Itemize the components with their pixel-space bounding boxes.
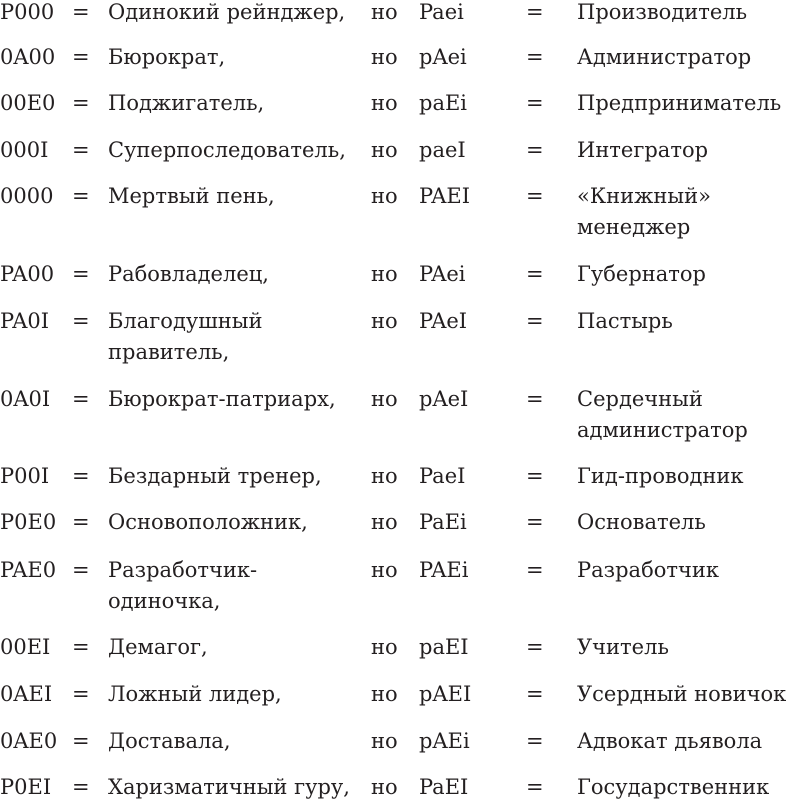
equals-sign: = bbox=[72, 775, 90, 799]
good-style-name: Адвокат дьявола bbox=[577, 729, 763, 753]
conjunction: но bbox=[371, 464, 398, 488]
good-style-name: «Книжный» менеджер bbox=[577, 184, 711, 239]
good-style-name: Сердечный администратор bbox=[577, 387, 748, 442]
equals-sign: = bbox=[526, 635, 544, 659]
good-style-code: PAEI bbox=[419, 184, 470, 208]
equals-sign: = bbox=[72, 635, 90, 659]
good-style-name: Разработчик bbox=[577, 558, 719, 582]
bad-style-name: Разработчик-одиночка, bbox=[108, 558, 258, 613]
bad-style-code: 000I bbox=[0, 138, 49, 162]
good-style-name: Учитель bbox=[577, 635, 669, 659]
good-style-code: pAeI bbox=[419, 387, 469, 411]
good-style-name: Государственник bbox=[577, 775, 770, 799]
good-style-code: pAei bbox=[419, 45, 467, 69]
good-style-name: Интегратор bbox=[577, 138, 709, 162]
bad-style-name: Суперпоследователь, bbox=[108, 138, 346, 162]
equals-sign: = bbox=[526, 558, 544, 582]
good-style-code: pAEI bbox=[419, 682, 472, 706]
bad-style-name: Основоположник, bbox=[108, 510, 308, 534]
bad-style-code: P00I bbox=[0, 464, 50, 488]
equals-sign: = bbox=[526, 387, 544, 411]
conjunction: но bbox=[371, 0, 398, 24]
bad-style-code: P000 bbox=[0, 0, 55, 24]
good-style-code: PAei bbox=[419, 262, 466, 286]
equals-sign: = bbox=[72, 387, 90, 411]
good-style-name: Предприниматель bbox=[577, 91, 782, 115]
good-style-code: paEi bbox=[419, 91, 468, 115]
bad-style-name: Доставала, bbox=[108, 729, 231, 753]
bad-style-code: PAE0 bbox=[0, 558, 57, 582]
equals-sign: = bbox=[72, 0, 90, 24]
conjunction: но bbox=[371, 309, 398, 333]
good-style-code: pAEi bbox=[419, 729, 470, 753]
bad-style-name: Демагог, bbox=[108, 635, 208, 659]
conjunction: но bbox=[371, 729, 398, 753]
bad-style-code: 0A0I bbox=[0, 387, 51, 411]
equals-sign: = bbox=[72, 558, 90, 582]
good-style-code: PaeI bbox=[419, 464, 466, 488]
bad-style-name: Рабовладелец, bbox=[108, 262, 269, 286]
bad-style-code: 00EI bbox=[0, 635, 51, 659]
equals-sign: = bbox=[526, 309, 544, 333]
bad-style-name: Харизматичный гуру, bbox=[108, 775, 350, 799]
good-style-code: PaEI bbox=[419, 775, 469, 799]
good-style-code: paeI bbox=[419, 138, 466, 162]
equals-sign: = bbox=[526, 775, 544, 799]
good-style-name: Усердный новичок bbox=[577, 682, 787, 706]
equals-sign: = bbox=[526, 91, 544, 115]
equals-sign: = bbox=[72, 91, 90, 115]
equals-sign: = bbox=[72, 138, 90, 162]
equals-sign: = bbox=[526, 729, 544, 753]
good-style-name: Губернатор bbox=[577, 262, 706, 286]
equals-sign: = bbox=[526, 682, 544, 706]
bad-style-name: Бюрократ-патриарх, bbox=[108, 387, 336, 411]
equals-sign: = bbox=[526, 0, 544, 24]
good-style-name: Производитель bbox=[577, 0, 748, 24]
bad-style-code: P0E0 bbox=[0, 510, 57, 534]
bad-style-name: Бюрократ, bbox=[108, 45, 226, 69]
equals-sign: = bbox=[72, 262, 90, 286]
conjunction: но bbox=[371, 184, 398, 208]
bad-style-code: 00E0 bbox=[0, 91, 56, 115]
good-style-code: PAEi bbox=[419, 558, 469, 582]
equals-sign: = bbox=[72, 510, 90, 534]
bad-style-code: PA0I bbox=[0, 309, 50, 333]
conjunction: но bbox=[371, 558, 398, 582]
equals-sign: = bbox=[526, 45, 544, 69]
bad-style-name: Мертвый пень, bbox=[108, 184, 275, 208]
equals-sign: = bbox=[72, 309, 90, 333]
equals-sign: = bbox=[526, 138, 544, 162]
equals-sign: = bbox=[72, 464, 90, 488]
good-style-code: PaEi bbox=[419, 510, 467, 534]
conjunction: но bbox=[371, 45, 398, 69]
conjunction: но bbox=[371, 635, 398, 659]
equals-sign: = bbox=[72, 45, 90, 69]
bad-style-name: Одинокий рейнджер, bbox=[108, 0, 346, 24]
conjunction: но bbox=[371, 387, 398, 411]
bad-style-code: 0AE0 bbox=[0, 729, 58, 753]
equals-sign: = bbox=[526, 184, 544, 208]
conjunction: но bbox=[371, 138, 398, 162]
bad-style-code: 0000 bbox=[0, 184, 54, 208]
equals-sign: = bbox=[72, 682, 90, 706]
bad-style-name: Благодушный правитель, bbox=[108, 309, 263, 364]
good-style-name: Администратор bbox=[577, 45, 752, 69]
equals-sign: = bbox=[72, 729, 90, 753]
bad-style-code: 0A00 bbox=[0, 45, 56, 69]
bad-style-code: P0EI bbox=[0, 775, 52, 799]
bad-style-name: Ложный лидер, bbox=[108, 682, 282, 706]
conjunction: но bbox=[371, 510, 398, 534]
good-style-name: Основатель bbox=[577, 510, 706, 534]
conjunction: но bbox=[371, 775, 398, 799]
bad-style-code: 0AEI bbox=[0, 682, 53, 706]
conjunction: но bbox=[371, 91, 398, 115]
equals-sign: = bbox=[526, 464, 544, 488]
good-style-name: Пастырь bbox=[577, 309, 673, 333]
good-style-code: paEI bbox=[419, 635, 469, 659]
good-style-code: PAeI bbox=[419, 309, 468, 333]
bad-style-code: PA00 bbox=[0, 262, 55, 286]
good-style-code: Paei bbox=[419, 0, 464, 24]
conjunction: но bbox=[371, 682, 398, 706]
good-style-name: Гид-проводник bbox=[577, 464, 744, 488]
bad-style-name: Бездарный тренер, bbox=[108, 464, 322, 488]
equals-sign: = bbox=[526, 510, 544, 534]
equals-sign: = bbox=[526, 262, 544, 286]
conjunction: но bbox=[371, 262, 398, 286]
bad-style-name: Поджигатель, bbox=[108, 91, 265, 115]
equals-sign: = bbox=[72, 184, 90, 208]
